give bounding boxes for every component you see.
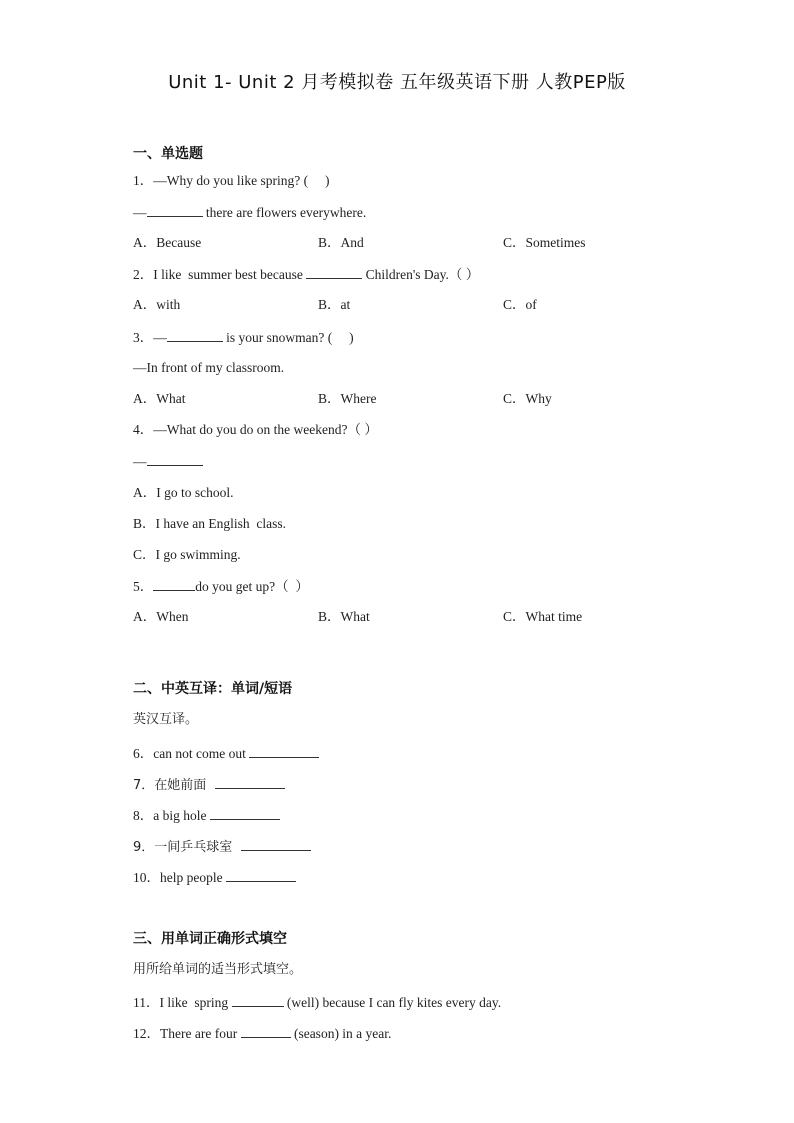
question-1-option-a: A．Because [133, 235, 202, 250]
section-heading-word-forms: 三、用单词正确形式填空 [133, 931, 287, 947]
question-2-option-a: A．with [133, 297, 181, 312]
question-1-option-b: B．And [318, 235, 364, 250]
question-10: 10．help people [133, 867, 296, 888]
question-5-option-b: B．What [318, 609, 370, 624]
question-4-option-a: A．I go to school. [133, 485, 234, 500]
question-12: 12．There are four (season) in a year. [133, 1023, 391, 1044]
blank [167, 327, 223, 342]
question-4-option-c: C．I go swimming. [133, 547, 241, 562]
question-2-option-b: B．at [318, 297, 351, 312]
blank [232, 992, 284, 1007]
page-title: Unit 1- Unit 2 月考模拟卷 五年级英语下册 人教PEP版 [168, 72, 626, 93]
blank [147, 202, 203, 217]
question-9: 9．一间乒乓球室 [133, 836, 311, 858]
question-3-option-a: A．What [133, 391, 186, 406]
question-3-line-2: —In front of my classroom. [133, 360, 285, 375]
question-2-option-c: C．of [503, 297, 537, 312]
question-4-option-b: B．I have an English class. [133, 516, 286, 531]
question-4-stem: 4．—What do you do on the weekend?（ ） [133, 422, 378, 437]
blank [147, 451, 203, 466]
question-1-stem: 1．—Why do you like spring? ( ) [133, 173, 330, 188]
question-4-answer-line: — [133, 451, 203, 472]
question-3-option-c: C．Why [503, 391, 552, 406]
question-5-option-a: A．When [133, 609, 189, 624]
section-3-instruction: 用所给单词的适当形式填空。 [133, 962, 303, 977]
question-5-stem: 5． do you get up?（ ） [133, 576, 309, 597]
blank [306, 264, 362, 279]
section-heading-single-choice: 一、单选题 [133, 146, 203, 162]
question-1-option-c: C．Sometimes [503, 235, 586, 250]
question-7: 7．在她前面 [133, 774, 285, 796]
blank [153, 576, 195, 591]
blank [241, 1023, 291, 1038]
question-8: 8．a big hole [133, 805, 280, 826]
section-2-instruction: 英汉互译。 [133, 712, 199, 727]
question-6: 6．can not come out [133, 743, 319, 764]
question-1-answer-line: — there are flowers everywhere. [133, 202, 366, 223]
blank [249, 743, 319, 758]
blank [241, 836, 311, 851]
blank [210, 805, 280, 820]
question-3-option-b: B．Where [318, 391, 377, 406]
question-2-stem: 2．I like summer best because Children's Day.（ ） [133, 264, 479, 285]
section-heading-translation: 二、中英互译：单词/短语 [133, 681, 293, 697]
blank [226, 867, 296, 882]
question-5-option-c: C．What time [503, 609, 583, 624]
question-3-stem: 3．— is your snowman? ( ) [133, 327, 354, 348]
blank [215, 774, 285, 789]
question-11: 11．I like spring (well) because I can fly kites every day. [133, 992, 501, 1013]
